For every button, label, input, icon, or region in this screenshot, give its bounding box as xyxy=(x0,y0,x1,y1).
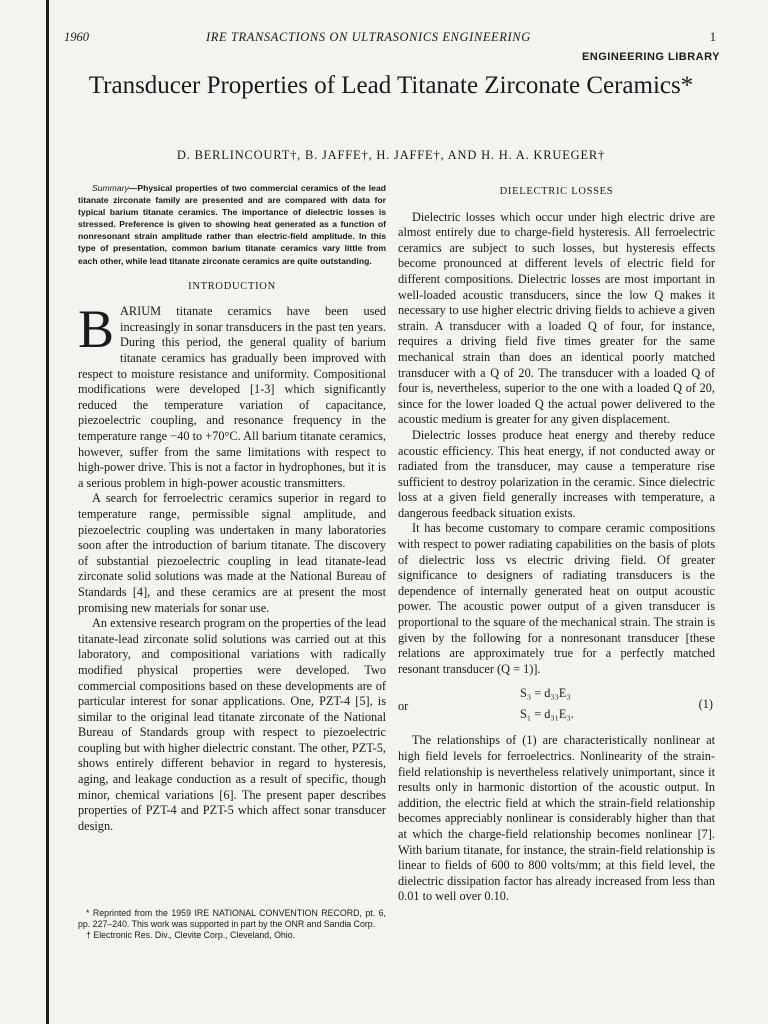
binding-edge xyxy=(46,0,49,1024)
author-line: D. BERLINCOURT†, B. JAFFE†, H. JAFFE†, AND H. H. A. KRUEGER† xyxy=(176,148,606,162)
equation-1 xyxy=(398,683,715,727)
section-heading-introduction: INTRODUCTION xyxy=(188,280,276,292)
equation-line-1: S₃ = d₃₃E₃ xyxy=(520,686,571,701)
intro-paragraph-2: A search for ferroelectric ceramics superior in regard to temperature range, permissible signal amplitude, and piezoelectric coupling was undertaken in many laboratories soon after the introduction of barium titanate. The discovery of substantial piezoelectric coupling in lead titanate-lead zirconate solid solutions was made at the National Bureau of Standards [4], and these ceramics are at present the most promising new materials for sonar use. xyxy=(78,491,386,615)
footnote-affiliation: † Electronic Res. Div., Clevite Corp., Cleveland, Ohio. xyxy=(86,930,296,940)
header-year: 1960 xyxy=(64,30,89,44)
summary xyxy=(78,182,386,267)
footnote-reprint: * Reprinted from the 1959 IRE NATIONAL CONVENTION RECORD, pt. 6, pp. 227–240. This work was supported in part by the ONR and Sandia Corp. xyxy=(78,908,386,929)
equation-or: or xyxy=(398,699,409,714)
losses-paragraph-2: Dielectric losses produce heat energy and thereby reduce acoustic efficiency. This heat energy, if not conducted away or radiated from the transducer, may cause a temperature rise sufficient to destroy polarization in the ceramic. Since dielectric loss at a given field generally increases with temperature, a dangerous feedback situation exists. xyxy=(398,427,715,520)
library-stamp: ENGINEERING LIBRARY xyxy=(581,51,720,63)
losses-paragraph-3: It has become customary to compare ceramic compositions with respect to power radiating capabilities on the basis of plots of dielectric loss vs electric driving field. Of greater significance to designers of radiating transducers is the dependence of internally generated heat on output acoustic power. The acoustic power output of a given transducer is proportional to the square of the mechanical strain. The strain is given by the following for a nonresonant transducer [these relations are approximately true for a perfectly matched resonant transducer (Q = 1)]. xyxy=(398,521,715,676)
equation-number: (1) xyxy=(698,697,713,712)
running-header xyxy=(64,30,718,50)
journal-name: IRE TRANSACTIONS ON ULTRASONICS ENGINEERING xyxy=(206,30,531,44)
losses-paragraph-4: The relationships of (1) are characteristically nonlinear at high field levels for ferroelectrics. Nonlinearity of the strain-field relationship is nevertheless relatively unimportant, since it results only in harmonic distortion of the acoustic output. In addition, the electric field at which the strain-field relationship becomes appreciably nonlinear is considerably higher than that at which the charge-field relationship becomes nonlinear [7]. With barium titanate, for instance, the strain-field relationship is linear to fields of 600 to 800 volts/mm; at this field level, the dielectric dissipation factor has already increased from less than 0.01 to well over 0.10. xyxy=(398,733,715,904)
paper-title: Transducer Properties of Lead Titanate Zirconate Ceramics* xyxy=(88,72,694,99)
left-column xyxy=(78,182,386,834)
section-heading-dielectric-losses: DIELECTRIC LOSSES xyxy=(499,186,614,197)
handwritten-note xyxy=(116,20,154,36)
page-number: 1 xyxy=(709,30,716,44)
summary-lead: Summary xyxy=(92,183,129,193)
losses-paragraph-1: Dielectric losses which occur under high electric drive are almost entirely due to charge-field hysteresis. All ferroelectric ceramics are subject to such losses, but hysteresis effects become pronounced at different levels of electric field for different compositions. Dielectric losses are most important in well-loaded acoustic transducers, since the low Q makes it necessary to use higher electric driving fields to achieve a given strain. A transducer with a loaded Q of four, for instance, requires a driving field five times greater for the same mechanical strain than does an identical poorly matched transducer with a Q of 20. The transducer with a loaded Q of four is, nevertheless, superior to the one with a loaded Q of 20, since for the lower loaded Q the actual power delivered to the acoustic medium is greater for any given displacement. xyxy=(398,209,715,427)
footnotes xyxy=(78,908,386,941)
intro-paragraph-1-text: ARIUM titanate ceramics have been used increasingly in sonar transducers in the past ten years. During this period, the general quality of barium titanate ceramics has gradually been improved with respect to moisture resistance and uniformity. Compositional modifications were developed [1-3] which significantly reduced the temperature variation of capacitance, piezoelectric coupling, and resonance frequency in the temperature range −40 to +70°C. All barium titanate ceramics, however, suffer from the same limitations with respect to high-power drive. This is not a factor in hydrophones, but it is a serious problem in high-power acoustic transmitters. xyxy=(78,304,386,490)
summary-text: —Physical properties of two commercial ceramics of the lead titanate zirconate family are presented and are compared with data for typical barium titanate ceramics. The importance of dielectric losses is stressed. Preference is given to showing heat generated as a function of nonresonant strain amplitude rather than electric-field amplitude. In this type of presentation, common barium titanate ceramics vary little from each other, while lead titanate zirconate ceramics are quite outstanding. xyxy=(78,183,386,266)
drop-cap: B xyxy=(78,299,115,360)
equation-line-2: S₁ = d₃₁E₃. xyxy=(520,707,574,722)
intro-paragraph-3: An extensive research program on the properties of the lead titanate-lead zirconate solid solutions was carried out at this laboratory, and compositional variations with radically modified physical properties were developed. Two commercial compositions based on these developments are of particular interest for sonar applications. One, PZT-4 [5], is similar to the original lead titanate zirconate of the National Bureau of Standards group with respect to piezoelectric coupling but with higher dielectric constant. The other, PZT-5, shows entirely different behavior in regard to hysteresis, aging, and leakage conduction as a result of specific, though minor, chemical variations [6]. The present paper describes properties of PZT-4 and PZT-5 which affect sonar transducer design. xyxy=(78,616,386,833)
right-column xyxy=(398,182,715,905)
intro-paragraph-1 xyxy=(78,299,386,491)
